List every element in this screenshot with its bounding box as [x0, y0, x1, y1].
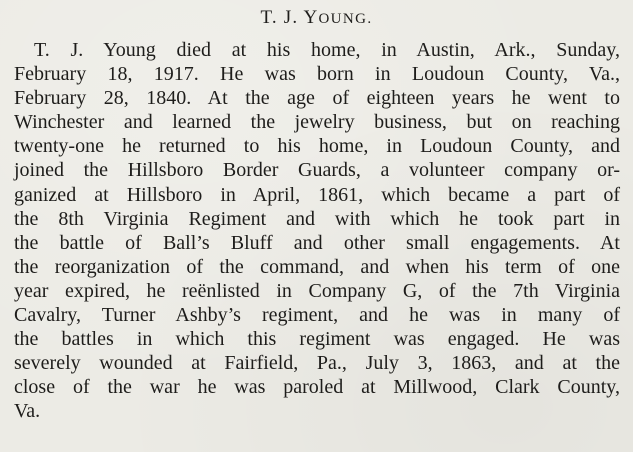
text-line: the battle of Ball’s Bluff and other small engagements. At [14, 231, 620, 254]
text-line: Va. [14, 400, 41, 423]
text-line: the 8th Virginia Regiment and with which he took part in [14, 207, 620, 230]
text-line: Winchester and learned the jewelry business, but on reaching [14, 111, 620, 134]
page-title [0, 6, 633, 31]
text-line: February 28, 1840. At the age of eighteen years he went to [14, 87, 620, 110]
text-line: joined the Hillsboro Border Guards, a volunteer company or- [14, 159, 620, 182]
text-line: year expired, he reënlisted in Company G, of the 7th Virginia [14, 279, 620, 302]
text-line: Cavalry, Turner Ashby’s regiment, and he was in many of [14, 304, 620, 327]
text-line: ganized at Hillsboro in April, 1861, which became a part of [14, 183, 620, 206]
text-line: February 18, 1917. He was born in Loudoun County, Va., [14, 63, 620, 86]
text-line: severely wounded at Fairfield, Pa., July 3, 1863, and at the [14, 352, 620, 375]
text-line: the battles in which this regiment was engaged. He was [14, 328, 620, 351]
text-line: the reorganization of the command, and when his term of one [14, 255, 620, 278]
title-initials: T. J. Y [260, 7, 319, 28]
obituary-body [14, 38, 620, 424]
text-line: T. J. Young died at his home, in Austin, Ark., Sunday, [34, 39, 620, 61]
text-line: twenty-one he returned to his home, in Loudoun County, and [14, 135, 620, 158]
title-surname-smallcaps: OUNG. [318, 11, 373, 27]
text-line: close of the war he was paroled at Millwood, Clark County, [14, 376, 620, 399]
